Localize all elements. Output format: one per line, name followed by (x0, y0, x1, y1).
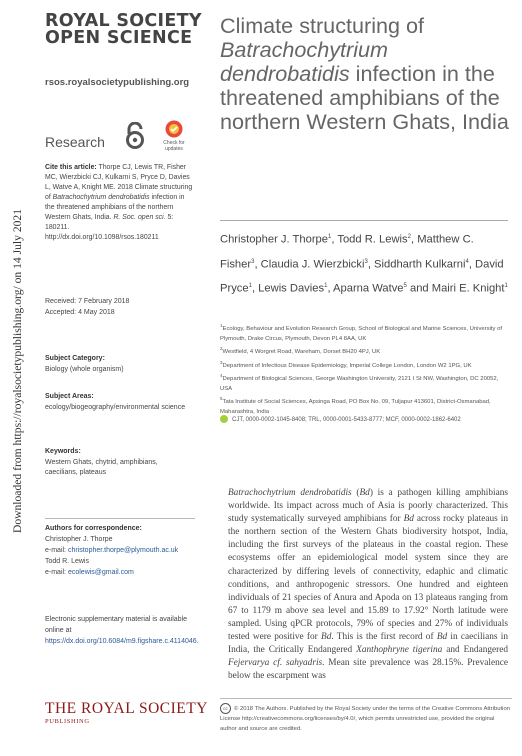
check-for-updates-icon (165, 120, 183, 138)
affiliation-item (220, 344, 510, 358)
affiliation-number: 3 (220, 359, 223, 365)
abstract-segment: Batrachochytrium dendrobatidis (228, 488, 352, 498)
keywords (45, 447, 175, 478)
citation-text-c: 5: 180211. (45, 214, 174, 231)
author-name: Mairi E. Knight (431, 283, 505, 296)
journal-logo[interactable] (45, 13, 202, 47)
article-title (220, 14, 520, 134)
accepted-date: Accepted: 4 May 2018 (45, 309, 115, 316)
correspondence-name-2: Todd R. Lewis (45, 558, 89, 565)
citation-text-a: Thorpe CJ, Lewis TR, Fisher MC, Wierzbicki CJ, Kulkarni S, Pryce D, Davies L, Watve A, Knight ME. 2018 Climate structuring of (45, 164, 193, 201)
affiliation-number: 5 (220, 396, 223, 402)
citation-text-b: infection in the threatened amphibians of the northern Western Ghats, India. (45, 194, 185, 221)
abstract-segment: ) is a pathogen killing amphibians worldwide. Its impact across much of Asia is poorly characterized. This study systematically surveyed amphibians for (228, 488, 509, 525)
orcid-ids[interactable]: CJT, 0000-0002-1045-8408; TRL, 0000-0001-5433-8777; MCF, 0000-0002-1862-6402 (232, 417, 461, 423)
esm-link[interactable]: https://dx.doi.org/10.6084/m9.figshare.c.4114046. (45, 638, 199, 645)
subject-category-heading: Subject Category: (45, 355, 105, 362)
author-list: Christopher J. Thorpe$^1$, Todd R. Lewis$^2$, Matthew C. Fisher$^3$, Claudia J. Wierzbicki$^3$, Siddharth Kulkarni$^4$, David Pryce$^1$, Lewis Davies$^1$, Aparna Watve$^5$ and Mairi E. Knight$^1$ (220, 233, 508, 296)
affiliation-item (220, 371, 510, 394)
subject-category-value: Biology (whole organism) (45, 366, 124, 373)
check-for-updates-button[interactable] (157, 120, 191, 152)
abstract-segment: Bd (321, 632, 332, 643)
author-affiliation-mark: 3 (364, 258, 368, 265)
title-species: Batrachochytrium dendrobatidis (220, 37, 389, 86)
keywords-value: Western Ghats, chytrid, amphibians, caecilians, plateaus (45, 459, 158, 476)
dates-block (45, 296, 129, 318)
affiliation-text: Department of Infectious Disease Epidemiology, Imperial College London, London W2 1PG, UK (222, 362, 472, 369)
correspondence-heading: Authors for correspondence: (45, 518, 195, 534)
keywords-heading: Keywords: (45, 448, 81, 455)
abstract-segment: in caecilians in India, the Critically Endangered (228, 632, 508, 656)
affiliation-number: 4 (220, 373, 223, 379)
publisher-logo-line1: THE ROYAL SOCIETY (45, 700, 208, 717)
abstract-segment: . Mean site prevalence was 28.15%. Prevalence below the escarpment was (228, 658, 509, 682)
email-link-2[interactable]: ecolewis@gmail.com (67, 569, 134, 576)
journal-logo-line1: ROYAL SOCIETY (45, 11, 202, 31)
citation-doi-link[interactable]: http://dx.doi.org/10.1098/rsos.180211 (45, 234, 159, 241)
affiliation-text: Department of Biological Sciences, George Washington University, 2121 I St NW, Washington, DC 20052, USA (220, 376, 499, 392)
email-link-1[interactable]: christopher.thorpe@plymouth.ac.uk (67, 547, 179, 554)
correspondence-name-1: Christopher J. Thorpe (45, 536, 113, 543)
creative-commons-icon: cc (220, 703, 231, 714)
abstract-segment: Fejervarya cf. sahyadris (228, 658, 323, 669)
title-part-1: Climate structuring of (220, 13, 425, 38)
subject-category (45, 354, 205, 375)
title-divider (220, 220, 508, 221)
affiliation-text: Ecology, Behaviour and Evolution Research Group, School of Biological and Marine Sciences, University of Plymouth, Drake Circus, Plymouth, Devon PL4 8AA, UK (220, 325, 503, 342)
publisher-logo[interactable] (45, 700, 208, 725)
abstract-segment: Bd (403, 514, 414, 525)
author-affiliation-mark: 4 (465, 258, 469, 265)
abstract-segment: Xanthophryne tigerina (356, 645, 443, 656)
esm-text: Electronic supplementary material is available online at (45, 616, 188, 634)
affiliation-text: Tata Institute of Social Sciences, Apsinga Road, PO Box No. 09, Tuljapur 413601, District-Osmanabad, Maharashtra, India (220, 399, 491, 415)
abstract-segment: Bd (359, 488, 370, 498)
received-date: Received: 7 February 2018 (45, 298, 130, 305)
journal-url[interactable]: rsos.royalsocietypublishing.org (45, 77, 190, 88)
author-affiliation-mark: 1 (324, 283, 328, 290)
journal-logo-line2: OPEN SCIENCE (45, 28, 193, 48)
affiliation-item (220, 321, 510, 344)
download-watermark: Downloaded from https://royalsocietypublishing.org/ on 14 July 2021 (11, 208, 24, 534)
abstract-segment: and Endangered (442, 645, 509, 656)
author-name: David Pryce (220, 258, 504, 296)
author-affiliation-mark: 1 (328, 234, 332, 240)
abstract-segment: Bd (436, 632, 448, 643)
correspondence-block (45, 518, 195, 578)
abstract (228, 487, 508, 683)
citation-label: Cite this article: (45, 164, 97, 171)
publisher-logo-line2: PUBLISHING (45, 718, 90, 725)
author-name: Aparna Watve (333, 283, 404, 296)
email-label-2: e-mail: (45, 569, 68, 576)
citation-block (45, 163, 195, 243)
citation-journal: R. Soc. open sci. (113, 214, 166, 221)
section-label: Research (45, 134, 105, 150)
orcid-block (220, 415, 510, 425)
author-name: Claudia J. Wierzbicki (260, 258, 365, 271)
abstract-segment: ( (351, 488, 360, 498)
author-name: Todd R. Lewis (337, 233, 408, 246)
email-label-1: e-mail: (45, 547, 68, 554)
license-text: © 2018 The Authors. Published by the Royal Society under the terms of the Creative Commons Attribution License http://creativecommons.org/licenses/by/4.0/, which permits unrestricted use, provided the original author and source are credited. (220, 706, 511, 732)
author-name: Matthew C. Fisher (220, 233, 474, 271)
abstract-segment: across rocky plateaus in the northern section of the Western Ghats biodiversity hotspot, India, including the first surveys of the plateaus in the coastal region. These ecosystems offer an epidemiological model system since they are characterized by differing levels of connectivity, edaphic and climatic conditions, and anthropogenic stressors. One hundred and eighteen individuals of 21 species of Anura and Apoda on 13 plateaus ranging from 67 to 1179 m above sea level and 15.89 to 17.92° North latitude were sampled. Using qPCR protocols, 79% of species and 27% of individuals tested were positive for (228, 514, 509, 643)
title-part-2: infection in the threatened amphibians of the northern Western Ghats, India (220, 61, 509, 134)
affiliation-number: 1 (220, 323, 223, 328)
license-block (220, 698, 512, 734)
orcid-icon (220, 415, 228, 423)
author-affiliation-mark: 5 (403, 283, 407, 290)
open-access-icon (124, 122, 146, 150)
affiliation-item (220, 358, 510, 372)
author-affiliation-mark: 2 (407, 234, 411, 240)
author-name: Christopher J. Thorpe (220, 233, 328, 246)
affiliation-text: Westfield, 4 Worgret Road, Wareham, Dorset BH20 4PJ, UK (222, 349, 381, 356)
subject-areas-heading: Subject Areas: (45, 393, 94, 400)
citation-species: Batrachochytrium dendrobatidis (52, 194, 150, 201)
supplementary-material-note (45, 614, 199, 647)
author-name: Siddharth Kulkarni (374, 258, 466, 271)
author-affiliation-mark: 1 (504, 283, 508, 290)
abstract-segment: . This is the first record of (331, 632, 437, 643)
affiliation-list (220, 321, 510, 418)
author-affiliation-mark: 3 (251, 258, 255, 265)
affiliation-number: 2 (220, 346, 223, 352)
subject-areas (45, 392, 205, 413)
check-for-updates-label: Check for updates (163, 140, 185, 152)
subject-areas-value: ecology/biogeography/environmental science (45, 404, 186, 411)
author-affiliation-mark: 1 (248, 283, 252, 290)
author-name: Lewis Davies (258, 283, 325, 296)
